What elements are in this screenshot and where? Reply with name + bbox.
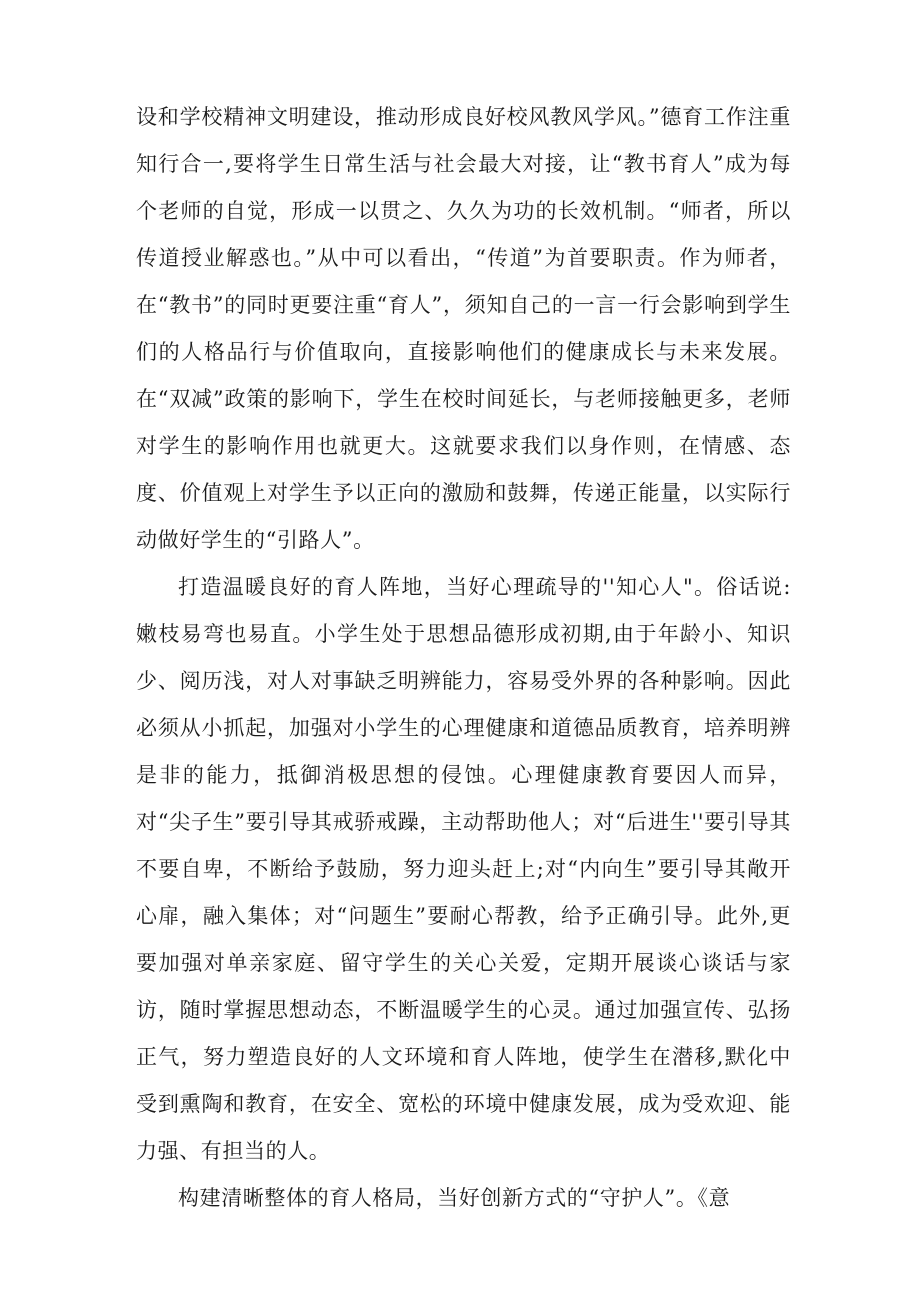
- document-body: [136, 94, 791, 1222]
- paragraph-education-structure: 构建清晰整体的育人格局，当好创新方式的“守护人”。《意: [178, 1186, 731, 1210]
- paragraph-teacher-role: 设和学校精神文明建设，推动形成良好校风教风学风。”德育工作注重知行合一,要将学生日常生活与社会最大对接，让“教书育人”成为每个老师的自觉，形成一以贯之、久久为功的长效机制。“师者，所以传道授业解惑也。”从中可以看出，“传道”为首要职责。作为师者，在“教书”的同时更要注重“育人”，须知自己的一言一行会影响到学生们的人格品行与价值取向，直接影响他们的健康成长与未来发展。在“双减”政策的影响下，学生在校时间延长，与老师接触更多，老师对学生的影响作用也就更大。这就要求我们以身作则，在情感、态度、价值观上对学生予以正向的激励和鼓舞，传递正能量，以实际行动做好学生的“引路人”。: [136, 105, 791, 552]
- paragraph-psychological-guidance: 打造温暖良好的育人阵地，当好心理疏导的''知心人"。俗话说:嫩枝易弯也易直。小学生处于思想品德形成初期,由于年龄小、知识少、阅历浅，对人对事缺乏明辨能力，容易受外界的各种影响。因此必须从小抓起，加强对小学生的心理健康和道德品质教育，培养明辨是非的能力，抵御消极思想的侵蚀。心理健康教育要因人而异，对“尖子生”要引导其戒骄戒躁，主动帮助他人；对“后进生''要引导其不要自卑，不断给予鼓励，努力迎头赶上;对“内向生”要引导其敞开心扉，融入集体；对“问题生”要耐心帮教，给予正确引导。此外,更要加强对单亲家庭、留守学生的关心关爱，定期开展谈心谈话与家访，随时掌握思想动态，不断温暖学生的心灵。通过加强宣传、弘扬正气，努力塑造良好的人文环境和育人阵地，使学生在潜移,默化中受到熏陶和教育，在安全、宽松的环境中健康发展，成为受欢迎、能力强、有担当的人。: [136, 575, 791, 1163]
